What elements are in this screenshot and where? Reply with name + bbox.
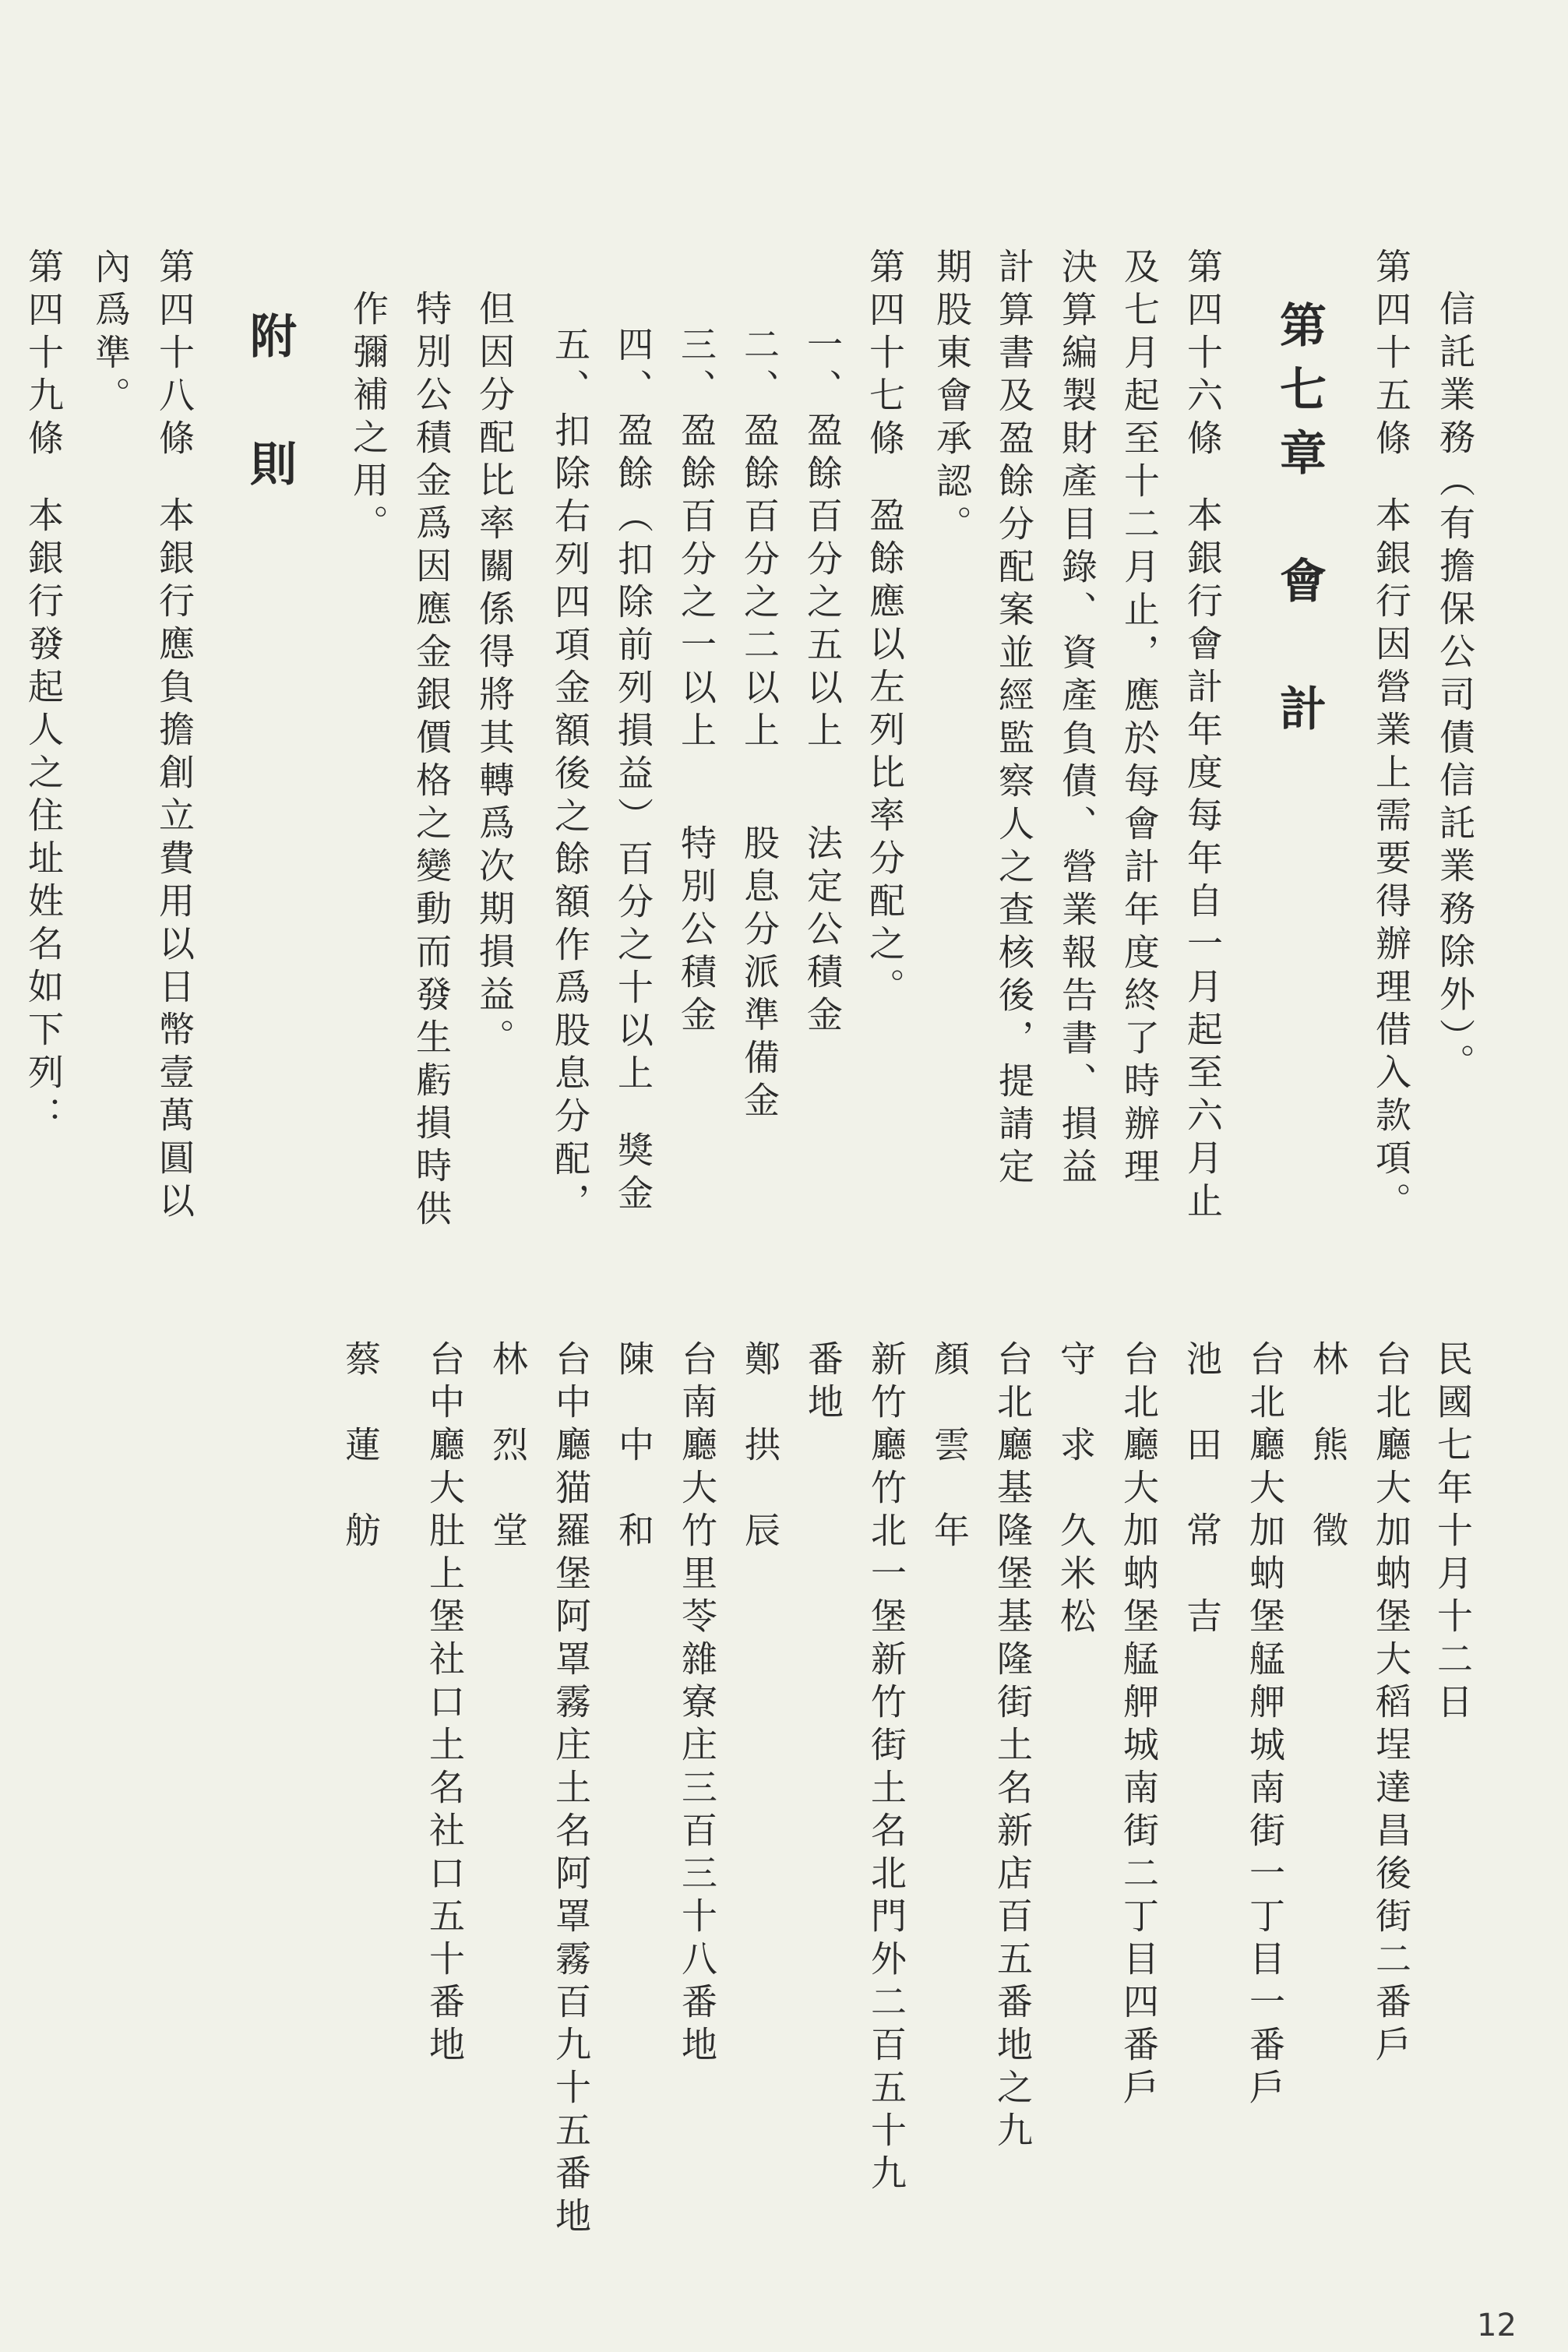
founder-3-address: 台北廳大加蚋堡艋舺城南街二丁目四番戶	[1118, 1340, 1160, 2111]
article-49-text: 本銀行發起人之住址姓名如下列：	[23, 496, 65, 1139]
founder-4-name: 顏 雲 年	[928, 1340, 971, 1554]
founder-5-address-cont: 番地	[802, 1340, 844, 1426]
article-46-line-2: 及七月起至十二月止，應於每會計年度終了時辦理	[1119, 248, 1161, 1190]
article-47-label: 第四十七條	[864, 248, 906, 462]
article-46-line-1: 第四十六條本銀行會計年度每年自一月起至六月止	[1182, 248, 1224, 1225]
founder-6-address: 台南廳大竹里苓雜寮庄三百三十八番地	[676, 1340, 718, 2068]
founder-7-address: 台中廳猫羅堡阿罩霧庄土名阿罩霧百九十五番地	[550, 1340, 592, 2240]
article-46-line-5: 期股東會承認。	[931, 248, 973, 548]
founder-1-address: 台北廳大加蚋堡大稻埕達昌後街二番戶	[1370, 1340, 1412, 2068]
article-45-label: 第四十五條	[1370, 248, 1412, 462]
chapter-7-heading: 第七章 會 計	[1272, 301, 1327, 748]
article-46-line-4: 計算書及盈餘分配案並經監察人之查核後，提請定	[993, 248, 1035, 1190]
article-47-item-2: 二、盈餘百分之二以上股息分派準備金	[738, 326, 780, 1124]
article-47-note-1: 但因分配比率關係得將其轉爲次期損益。	[474, 290, 516, 1061]
founder-5-name: 鄭 拱 辰	[739, 1340, 781, 1554]
founder-5-address: 新竹廳竹北一堡新竹街土名北門外二百五十九	[865, 1340, 907, 2197]
article-47-note-2b: 作彌補之用。	[347, 290, 389, 547]
founders-date: 民國七年十月十二日	[1432, 1340, 1474, 1726]
founder-8-name: 蔡 蓮 舫	[340, 1340, 382, 1554]
article-47-item-5: 五、扣除右列四項金額後之餘額作爲股息分配，	[549, 326, 591, 1225]
trust-item-line: 信託業務（有擔保公司債信託業務除外）。	[1434, 290, 1476, 1086]
article-46-line-3: 決算編製財產目錄、資產負債、營業報告書、損益	[1056, 248, 1098, 1190]
article-48-label: 第四十八條	[153, 248, 196, 462]
article-47-item-1: 一、盈餘百分之五以上法定公積金	[802, 326, 844, 1038]
appendix-heading: 附 則	[242, 312, 297, 503]
founder-2-name: 池 田 常 吉	[1181, 1340, 1223, 1640]
article-47-item-3: 三、盈餘百分之一以上特別公積金	[675, 326, 717, 1038]
founder-7-name: 林 烈 堂	[487, 1340, 529, 1554]
founder-2-address: 台北廳大加蚋堡艋舺城南街一丁目一番戶	[1244, 1340, 1286, 2111]
article-47-note-2a: 特別公積金爲因應金銀價格之變動而發生虧損時供	[410, 290, 453, 1232]
founder-1-name: 林 熊 徵	[1307, 1340, 1349, 1554]
article-45-text: 本銀行因營業上需要得辦理借入款項。	[1370, 496, 1412, 1225]
founder-3-name: 守 求 久米松	[1055, 1340, 1097, 1640]
article-46-label: 第四十六條	[1182, 248, 1224, 462]
page-number: 12	[1477, 2308, 1517, 2343]
founder-4-address: 台北廳基隆堡基隆街土名新店百五番地之九	[992, 1340, 1034, 2154]
article-47-text: 盈餘應以左列比率分配之。	[864, 496, 906, 1010]
founder-6-name: 陳 中 和	[613, 1340, 655, 1554]
article-48-line-2: 內爲準。	[90, 248, 132, 419]
founder-8-address: 台中廳大肚上堡社口土名社口五十番地	[424, 1340, 466, 2068]
article-48-line-1: 第四十八條本銀行應負擔創立費用以日幣壹萬圓以	[153, 248, 196, 1225]
article-49-label: 第四十九條	[23, 248, 65, 462]
article-47-item-4: 四、盈餘（扣除前列損益）百分之十以上獎金	[612, 326, 654, 1217]
